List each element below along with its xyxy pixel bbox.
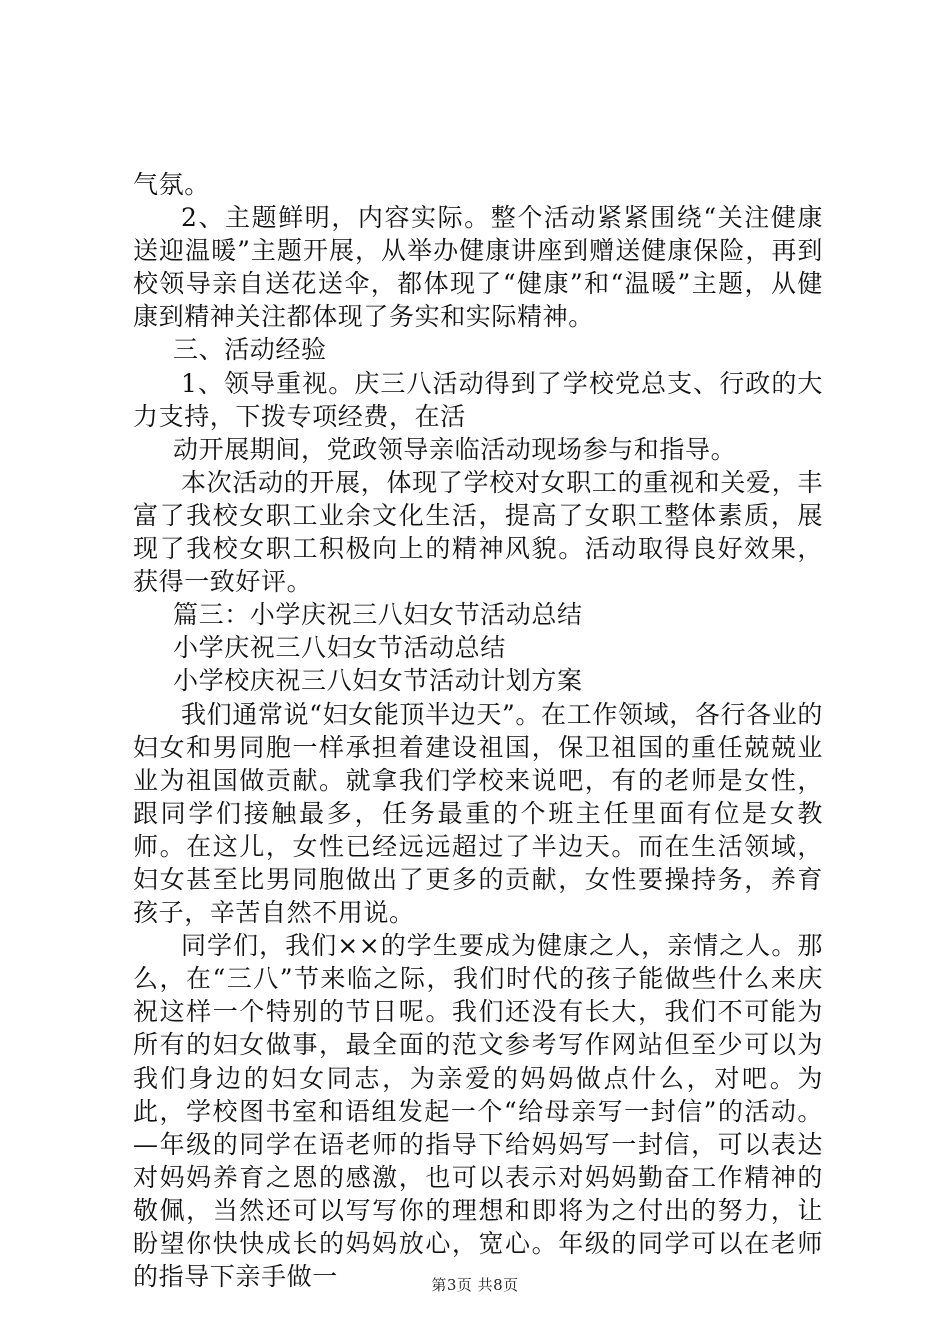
paragraph-leaders: 1、领导重视。庆三八活动得到了学校党总支、行政的大力支持，下拨专项经费，在活 <box>133 368 823 431</box>
paragraph-qifen: 气氛。 <box>133 170 210 199</box>
title-activity-summary: 小学庆祝三八妇女节活动总结 <box>173 633 506 663</box>
title-activity-plan: 小学校庆祝三八妇女节活动计划方案 <box>173 666 583 696</box>
paragraph-during: 动开展期间，党政领导亲临活动现场参与和指导。 <box>173 434 737 464</box>
paragraph-students: 同学们，我们××的学生要成为健康之人，亲情之人。那么，在“三八”节来临之际，我们时代的孩子能做些什么来庆祝这样一个特别的节日呢。我们还没有长大，我们不可能为所有的妇女做事，最全面的范文参考写作网站但至少可以为我们身边的妇女同志，为亲爱的妈妈做点什么，对吧。为此，学校图书室和语组发起一个“给母亲写一封信”的活动。—年级的同学在语老师的指导下给妈妈写一封信，可以表达对妈妈养育之恩的感激，也可以表示对妈妈勤奋工作精神的敬佩，当然还可以写写你的理想和即将为之付出的努力，让盼望你快快成长的妈妈放心，宽心。年级的同学可以在老师的指导下亲手做一 <box>133 931 823 1292</box>
document-body <box>133 168 823 1293</box>
paragraph-half-sky: 我们通常说“妇女能顶半边天”。在工作领域，各行各业的妇女和男同胞一样承担着建设祖国，保卫祖国的重任兢兢业业为祖国做贡献。就拿我们学校来说吧，有的老师是女性，跟同学们接触最多，任务最重的个班主任里面有位是女教师。在这儿，女性已经远远超过了半边天。而在生活领域，妇女甚至比男同胞做出了更多的贡献，女性要操持务，养育孩子，辛苦自然不用说。 <box>133 699 823 928</box>
paragraph-theme: 2、主题鲜明，内容实际。整个活动紧紧围绕“关注健康送迎温暖”主题开展，从举办健康讲座到赠送健康保险，再到校领导亲自送花送伞，都体现了“健康”和“温暖”主题，从健康到精神关注都体现了务实和实际精神。 <box>133 203 823 332</box>
page-number-footer: 第3页 共8页 <box>431 1276 519 1294</box>
paragraph-summary: 本次活动的开展，体现了学校对女职工的重视和关爱，丰富了我校女职工业余文化生活，提高了女职工整体素质，展现了我校女职工积极向上的精神风貌。活动取得良好效果，获得一致好评。 <box>133 467 823 597</box>
chapter-three-heading: 篇三：小学庆祝三八妇女节活动总结 <box>173 600 583 630</box>
heading-activity-experience: 三、活动经验 <box>173 335 327 365</box>
